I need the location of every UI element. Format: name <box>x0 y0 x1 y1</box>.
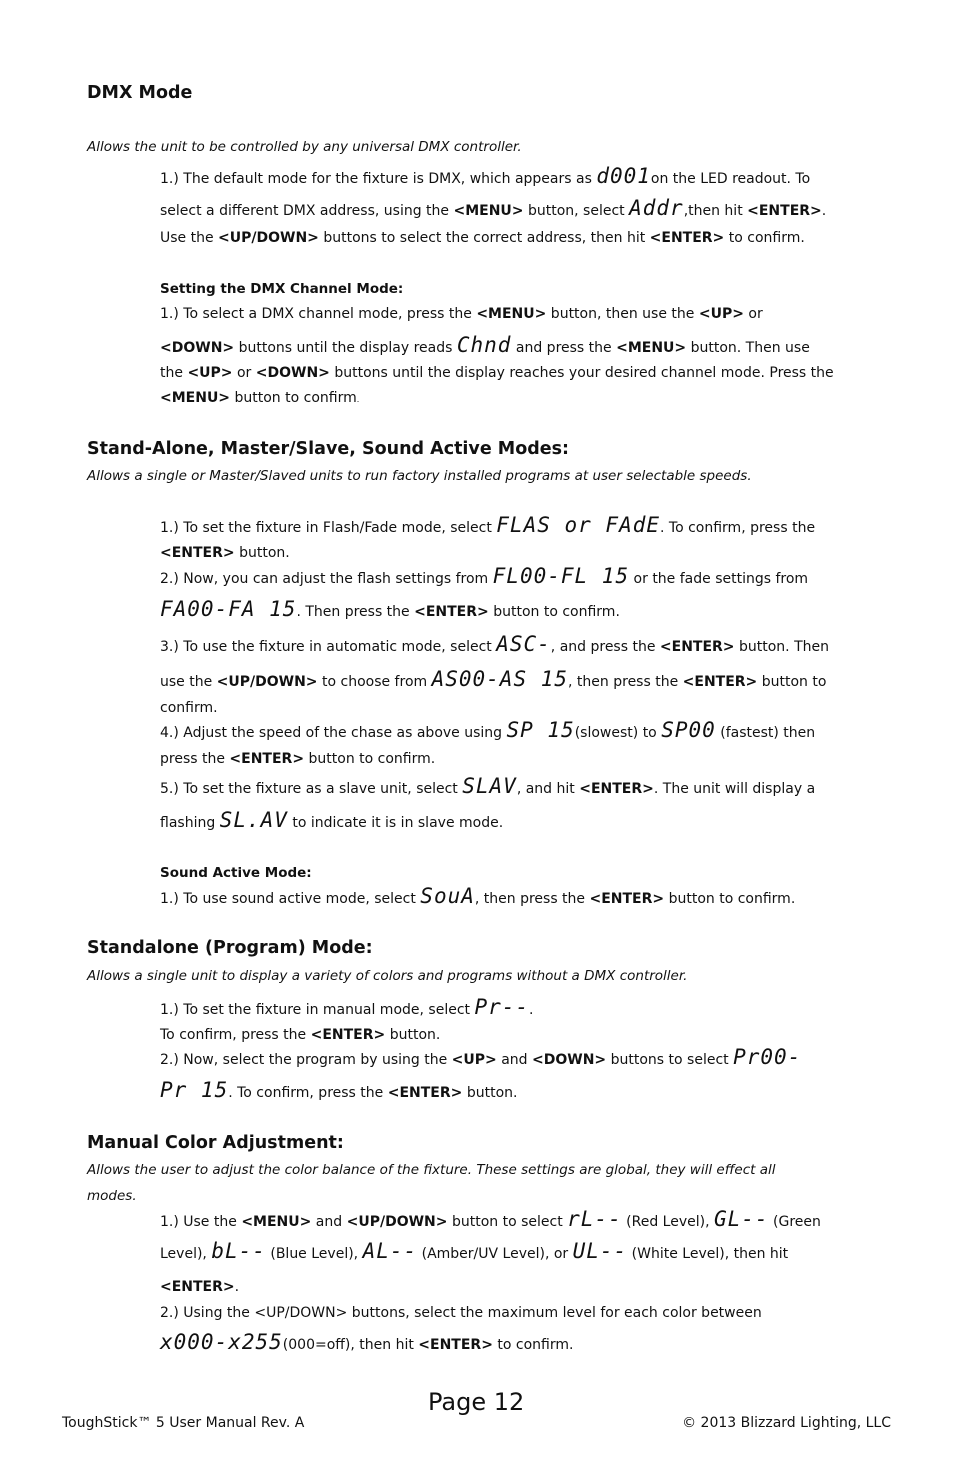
led-readout-chnd: Chnd <box>456 333 512 357</box>
program-mode-intro: Allows a single unit to display a variety of colors and programs without a DMX controller. <box>87 968 688 984</box>
led-readout-rl: rL-- <box>567 1207 622 1231</box>
standalone-line-4: FA00-FA 15. Then press the <ENTER> button to confirm. <box>160 597 620 621</box>
standalone-line-1: 1.) To set the fixture in Flash/Fade mode, select FLAS or FAdE. To confirm, press the <box>160 513 816 537</box>
standalone-line-9: press the <ENTER> button to confirm. <box>160 751 436 767</box>
dmx-line-2: select a different DMX address, using the <MENU> button, select Addr,then hit <ENTER>. <box>160 196 827 220</box>
color-adjust-heading: Manual Color Adjustment: <box>87 1133 344 1153</box>
channel-line-4: <MENU> button to confirm. <box>160 390 360 406</box>
program-line-1: 1.) To set the fixture in manual mode, select Pr--. <box>160 995 534 1019</box>
sound-line-1: 1.) To use sound active mode, select SouA, then press the <ENTER> button to confirm. <box>160 884 796 908</box>
program-line-2: To confirm, press the <ENTER> button. <box>160 1027 441 1043</box>
color-adjust-intro-2: modes. <box>87 1188 137 1204</box>
channel-mode-heading: Setting the DMX Channel Mode: <box>160 281 404 297</box>
color-adjust-intro-1: Allows the user to adjust the color balance of the fixture. These settings are global, they will effect all <box>87 1162 776 1178</box>
color-line-5: x000-x255(000=off), then hit <ENTER> to confirm. <box>160 1330 574 1354</box>
led-readout-as00: AS00-AS 15 <box>431 667 569 691</box>
dmx-line-3: Use the <UP/DOWN> buttons to select the correct address, then hit <ENTER> to confirm. <box>160 230 805 246</box>
led-readout-asc: ASC- <box>496 632 551 656</box>
dmx-line-1: 1.) The default mode for the fixture is DMX, which appears as d001on the LED readout. To <box>160 164 811 188</box>
led-readout-addr: Addr <box>629 196 684 220</box>
led-readout-al: AL-- <box>362 1239 418 1263</box>
standalone-line-10: 5.) To set the fixture as a slave unit, select SLAV, and hit <ENTER>. The unit will display a <box>160 774 816 798</box>
standalone-line-6: use the <UP/DOWN> to choose from AS00-AS 15, then press the <ENTER> button to <box>160 667 827 691</box>
led-readout-x000: x000-x255 <box>160 1330 283 1354</box>
standalone-line-8: 4.) Adjust the speed of the chase as above using SP 15(slowest) to SP00 (fastest) then <box>160 718 816 742</box>
footer-manual-title: ToughStick™ 5 User Manual Rev. A <box>62 1415 305 1431</box>
footer-copyright: © 2013 Blizzard Lighting, LLC <box>682 1415 891 1431</box>
dmx-mode-intro: Allows the unit to be controlled by any universal DMX controller. <box>87 139 522 155</box>
color-line-4: 2.) Using the <UP/DOWN> buttons, select the maximum level for each color between <box>160 1305 762 1321</box>
led-readout-pr00: Pr00- <box>733 1045 802 1069</box>
standalone-intro: Allows a single or Master/Slaved units to run factory installed programs at user selectable speeds. <box>87 468 752 484</box>
standalone-line-11: flashing SL.AV to indicate it is in slave mode. <box>160 808 504 832</box>
led-readout-fl00: FL00-FL 15 <box>492 564 630 588</box>
led-readout-slav: SLAV <box>462 774 517 798</box>
channel-line-3: the <UP> or <DOWN> buttons until the display reaches your desired channel mode. Press the <box>160 365 834 381</box>
led-readout-flas-fade: FLAS or FAdE <box>496 513 660 537</box>
channel-line-2: <DOWN> buttons until the display reads Chnd and press the <MENU> button. Then use <box>160 333 810 357</box>
channel-line-1: 1.) To select a DMX channel mode, press the <MENU> button, then use the <UP> or <box>160 306 763 322</box>
led-readout-bl: bL-- <box>211 1239 266 1263</box>
standalone-heading: Stand-Alone, Master/Slave, Sound Active Modes: <box>87 439 570 459</box>
dmx-mode-heading: DMX Mode <box>87 83 193 103</box>
led-readout-sp00: SP00 <box>661 718 716 742</box>
led-readout-gl: GL-- <box>714 1207 769 1231</box>
standalone-line-5: 3.) To use the fixture in automatic mode, select ASC-, and press the <ENTER> button. Then <box>160 632 829 656</box>
sound-active-heading: Sound Active Mode: <box>160 865 312 881</box>
led-readout-fa00: FA00-FA 15 <box>160 597 297 621</box>
program-line-4: Pr 15. To confirm, press the <ENTER> button. <box>160 1078 518 1102</box>
led-readout-ul: UL-- <box>572 1239 628 1263</box>
standalone-line-3: 2.) Now, you can adjust the flash settings from FL00-FL 15 or the fade settings from <box>160 564 809 588</box>
program-line-3: 2.) Now, select the program by using the <UP> and <DOWN> buttons to select Pr00- <box>160 1045 802 1069</box>
led-readout-slav-flashing: SL.AV <box>219 808 288 832</box>
standalone-line-7: confirm. <box>160 700 218 716</box>
led-readout-pr15: Pr 15 <box>160 1078 229 1102</box>
led-readout-soua: SouA <box>420 884 475 908</box>
color-line-3: <ENTER>. <box>160 1279 240 1295</box>
page-number: Page 12 <box>428 1388 525 1416</box>
standalone-line-2: <ENTER> button. <box>160 545 290 561</box>
led-readout-d001: d001 <box>596 164 651 188</box>
led-readout-sp15: SP 15 <box>506 718 575 742</box>
led-readout-pr: Pr-- <box>474 995 530 1019</box>
color-line-1: 1.) Use the <MENU> and <UP/DOWN> button to select rL-- (Red Level), GL-- (Green <box>160 1207 821 1231</box>
program-mode-heading: Standalone (Program) Mode: <box>87 938 373 958</box>
color-line-2: Level), bL-- (Blue Level), AL-- (Amber/UV Level), or UL-- (White Level), then hit <box>160 1239 789 1263</box>
